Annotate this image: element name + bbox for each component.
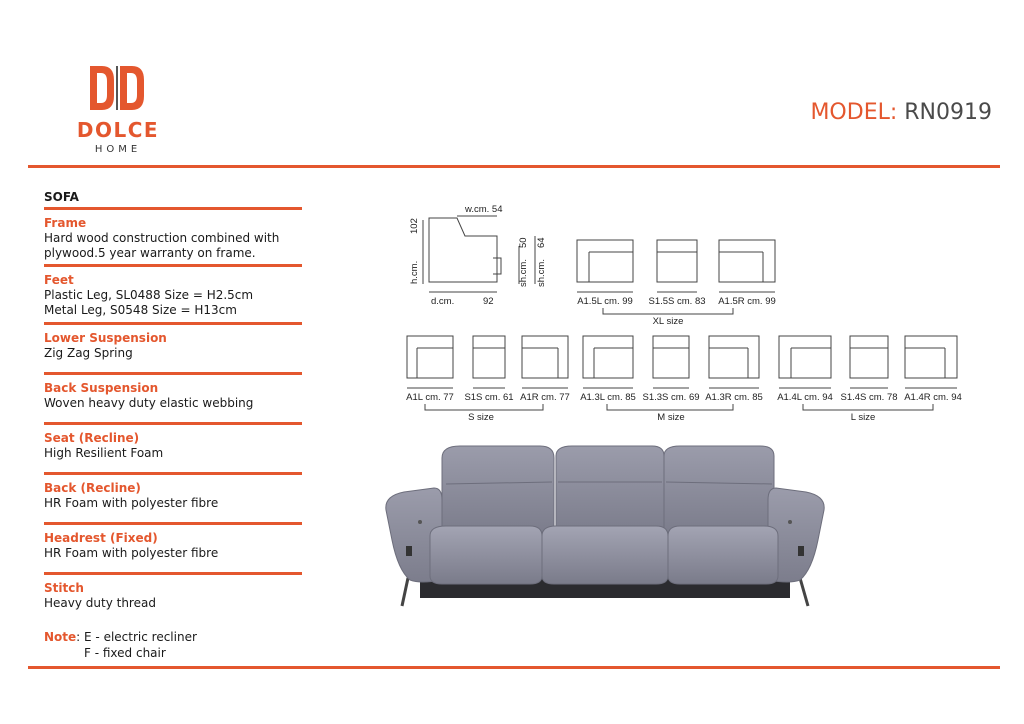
- height-value: 102: [409, 218, 420, 234]
- brand-name: DOLCE: [76, 118, 160, 142]
- module-armchair-left: [580, 336, 636, 403]
- dolce-logo-icon: [88, 64, 148, 112]
- spec-desc: Zig Zag Spring: [44, 346, 133, 360]
- size-group-label: XL size: [652, 316, 684, 327]
- module-label: S1.4S cm. 78: [840, 392, 898, 403]
- module-armchair-left: [577, 240, 633, 307]
- module-label: S1.5S cm. 83: [648, 296, 706, 307]
- seat-height-value-1: 50: [518, 237, 529, 248]
- module-label: A1.4L cm. 94: [777, 392, 833, 403]
- spec-title: Back (Recline): [44, 481, 141, 495]
- module-label: A1.4R cm. 94: [904, 392, 962, 403]
- spec-frame: [44, 207, 302, 261]
- module-diagrams: [395, 196, 995, 431]
- spec-title: Back Suspension: [44, 381, 159, 395]
- note-line-2: F - fixed chair: [84, 646, 166, 660]
- seat-height-label-1: sh.cm.: [518, 259, 529, 287]
- width-label: w.cm. 54: [465, 204, 503, 215]
- spec-desc: Metal Leg, S0548 Size = H13cm: [44, 303, 237, 317]
- model-label: MODEL:: [810, 100, 898, 125]
- module-armchair-right: [520, 336, 570, 403]
- module-seat: [648, 240, 705, 307]
- module-seat: [464, 336, 513, 403]
- model-heading: [810, 100, 992, 125]
- spec-desc: HR Foam with polyester fibre: [44, 546, 219, 560]
- header-divider: [28, 165, 1000, 168]
- spec-desc: Heavy duty thread: [44, 596, 156, 610]
- size-group-s: [406, 336, 570, 423]
- note-line-1: : E - electric recliner: [76, 630, 197, 644]
- module-label: S1S cm. 61: [464, 392, 514, 403]
- seat-height-label-2: sh.cm.: [536, 259, 547, 287]
- module-label: A1L cm. 77: [406, 392, 454, 403]
- module-armchair-left: [406, 336, 454, 403]
- module-seat: [642, 336, 699, 403]
- side-view-diagram: [409, 204, 547, 307]
- spec-desc: Plastic Leg, SL0488 Size = H2.5cm: [44, 288, 254, 302]
- spec-desc: High Resilient Foam: [44, 446, 164, 460]
- sofa-photo: [380, 440, 830, 610]
- note-label: Note: [44, 630, 77, 644]
- depth-label: d.cm.: [431, 296, 455, 307]
- size-group-m: [580, 336, 763, 423]
- spec-title: Stitch: [44, 581, 84, 595]
- module-armchair-right: [904, 336, 962, 403]
- height-label: h.cm.: [409, 260, 420, 284]
- module-armchair-right: [705, 336, 763, 403]
- spec-desc: plywood.5 year warranty on frame.: [44, 246, 256, 260]
- size-group-label: M size: [657, 412, 685, 423]
- module-label: S1.3S cm. 69: [642, 392, 700, 403]
- spec-feet: [44, 264, 302, 318]
- spec-title: Lower Suspension: [44, 331, 167, 345]
- module-seat: [840, 336, 897, 403]
- spec-headrest: [44, 522, 302, 561]
- depth-value: 92: [483, 296, 494, 307]
- spec-lower-suspension: [44, 322, 302, 361]
- spec-desc: Woven heavy duty elastic webbing: [44, 396, 254, 410]
- specs-heading: SOFA: [44, 190, 79, 204]
- spec-title: Frame: [44, 216, 87, 230]
- note: [44, 629, 197, 661]
- spec-back-suspension: [44, 372, 302, 411]
- spec-stitch: [44, 572, 302, 611]
- module-armchair-left: [777, 336, 833, 403]
- module-label: A1.5R cm. 99: [718, 296, 776, 307]
- size-group-label: L size: [850, 412, 876, 423]
- size-group-l: [777, 336, 962, 423]
- module-label: A1.5L cm. 99: [577, 296, 633, 307]
- brand-subtitle: HOME: [94, 144, 142, 155]
- module-label: A1R cm. 77: [520, 392, 570, 403]
- size-group-label: S size: [468, 412, 494, 423]
- footer-divider: [28, 666, 1000, 669]
- seat-height-value-2: 64: [536, 237, 547, 248]
- spec-desc: HR Foam with polyester fibre: [44, 496, 219, 510]
- spec-title: Seat (Recline): [44, 431, 140, 445]
- size-group-xl: [577, 240, 776, 327]
- module-label: A1.3L cm. 85: [580, 392, 636, 403]
- spec-seat: [44, 422, 302, 461]
- spec-desc: Hard wood construction combined with: [44, 231, 280, 245]
- spec-title: Feet: [44, 273, 74, 287]
- module-label: A1.3R cm. 85: [705, 392, 763, 403]
- spec-title: Headrest (Fixed): [44, 531, 158, 545]
- module-armchair-right: [718, 240, 776, 307]
- model-code: RN0919: [904, 100, 992, 125]
- spec-back: [44, 472, 302, 511]
